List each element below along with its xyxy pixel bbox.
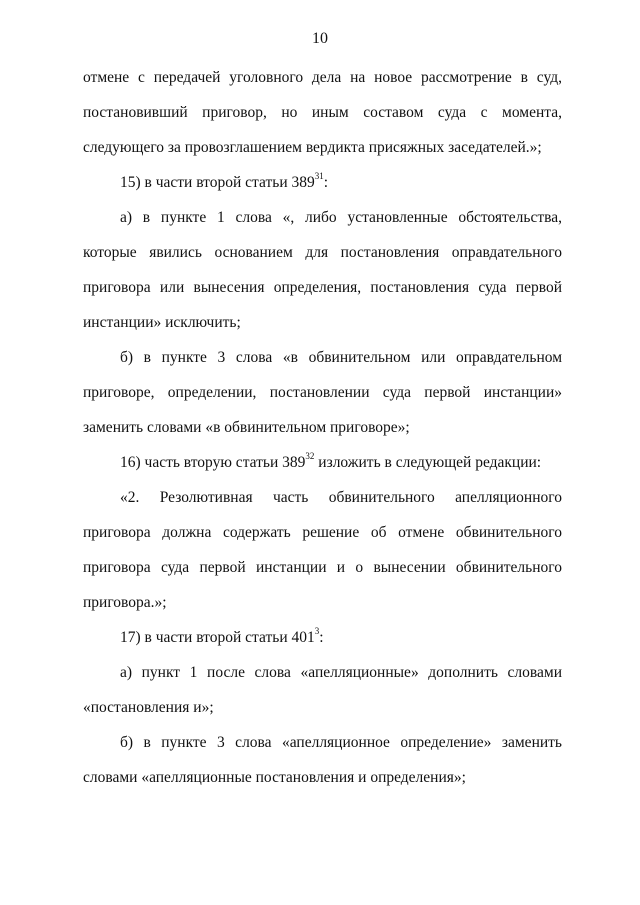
article-superscript: 3 <box>314 626 320 636</box>
paragraph-text-after: : <box>323 174 329 191</box>
article-superscript: 32 <box>305 451 315 461</box>
paragraph-text: б) в пункте 3 слова «в обвинительном или оправдательном приговоре, определении, постановлении суда первой инстанции» заменить словами «в обвинительном приговоре»; <box>83 349 562 436</box>
paragraph-text: а) пункт 1 после слова «апелляционные» дополнить словами «постановления и»; <box>83 664 562 716</box>
paragraph-text: отмене с передачей уголовного дела на новое рассмотрение в суд, постановивший приговор, но иным составом суда с момента, следующего за провозглашением вердикта присяжных заседателей.»; <box>83 69 562 156</box>
document-body <box>83 60 562 795</box>
paragraph-item-16 <box>83 445 562 480</box>
paragraph-subitem-a <box>83 655 562 725</box>
paragraph-continuation <box>83 60 562 165</box>
paragraph-text: 17) в части второй статьи 401 <box>120 629 315 646</box>
article-superscript: 31 <box>314 171 324 181</box>
paragraph-text-after: изложить в следующей редакции: <box>314 454 542 471</box>
paragraph-text: «2. Резолютивная часть обвинительного апелляционного приговора должна содержать решение об отмене обвинительного приговора суда первой инстанции и о вынесении обвинительного приговора.»; <box>83 489 562 611</box>
paragraph-item-17 <box>83 620 562 655</box>
paragraph-text: 16) часть вторую статьи 389 <box>120 454 306 471</box>
paragraph-text: а) в пункте 1 слова «, либо установленные обстоятельства, которые явились основанием для постановления оправдательного приговора или вынесения определения, постановления суда первой инстанции» исключить; <box>83 209 562 331</box>
paragraph-subitem-b <box>83 340 562 445</box>
paragraph-subitem-a <box>83 200 562 340</box>
paragraph-text: б) в пункте 3 слова «апелляционное определение» заменить словами «апелляционные постановления и определения»; <box>83 734 562 786</box>
paragraph-text-after: : <box>319 629 324 646</box>
paragraph-text: 15) в части второй статьи 389 <box>120 174 315 191</box>
paragraph-subitem-b <box>83 725 562 795</box>
paragraph-item-15 <box>83 165 562 200</box>
page-number: 10 <box>312 30 328 47</box>
paragraph-quoted-text <box>83 480 562 620</box>
